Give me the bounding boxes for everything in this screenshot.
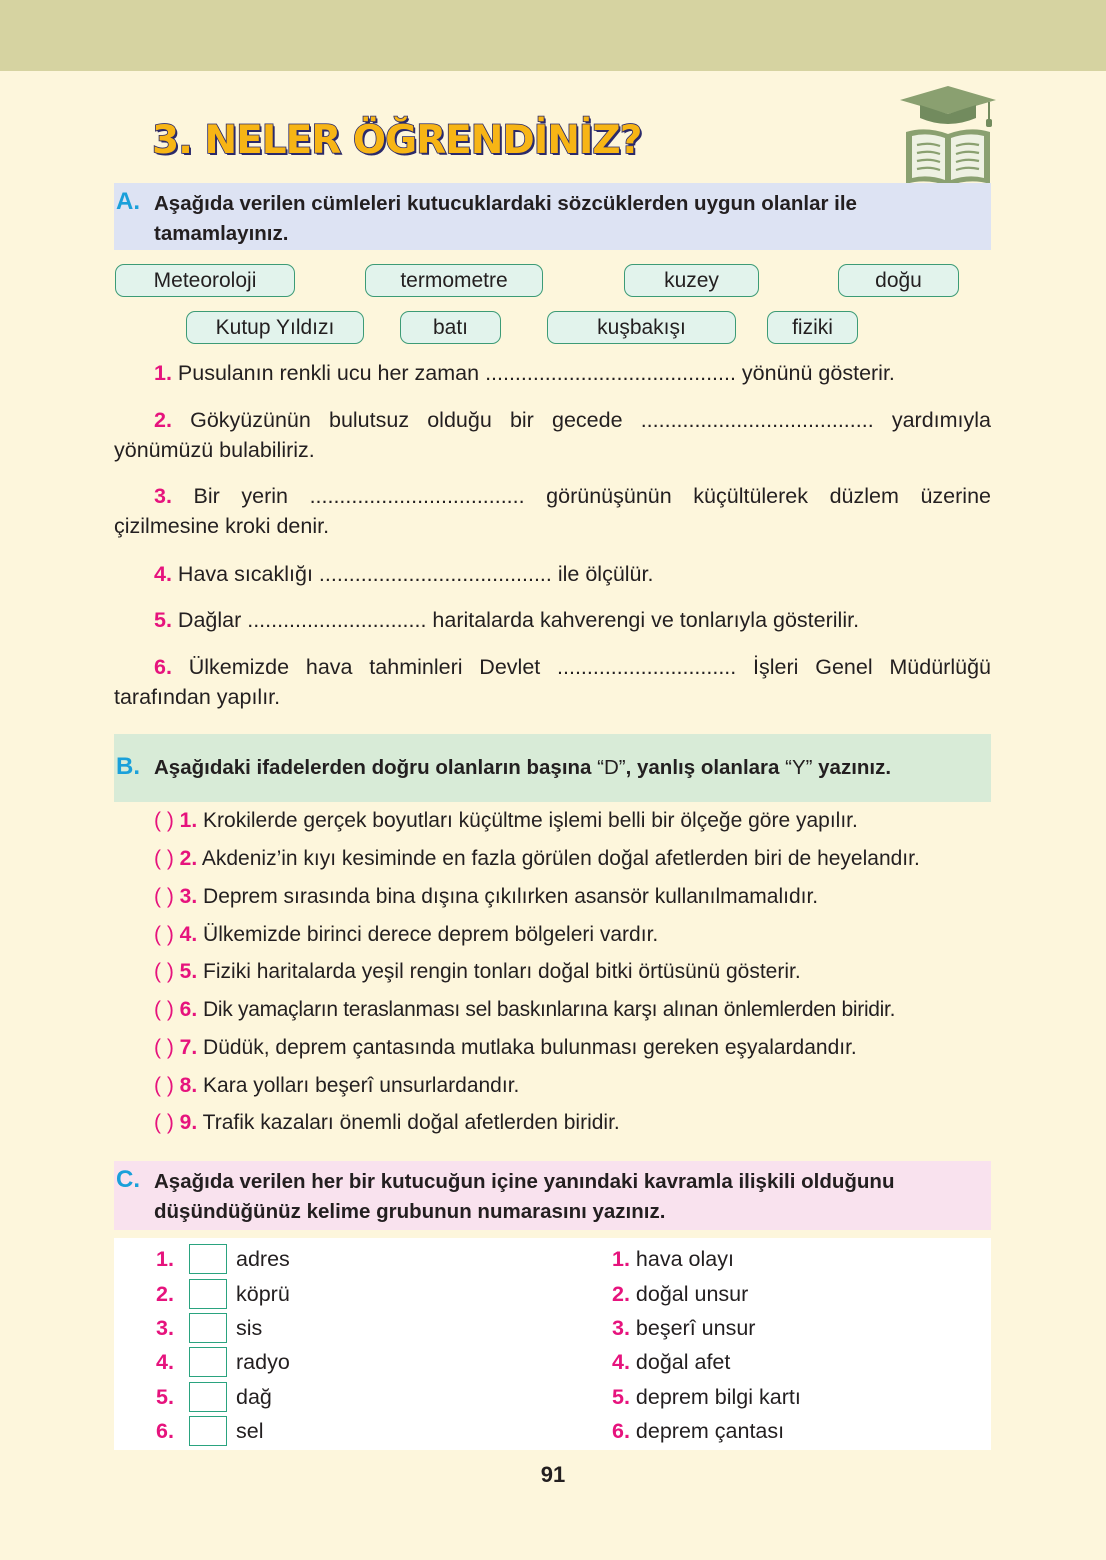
matching-right-item: 5. deprem bilgi kartı [612, 1385, 801, 1409]
question-text: Ülkemizde hava tahminleri Devlet .............................. İşleri Genel Müdürlüğü tarafından yapılır. [114, 655, 991, 709]
question-number: 1. [154, 361, 172, 385]
question-item [114, 559, 991, 589]
section-c-instruction: Aşağıda verilen her bir kutucuğun içine yanındaki kavramla ilişkili olduğunu düşündüğünüz kelime grubunun numarasını yazınız. [154, 1170, 895, 1223]
section-b-header [114, 734, 991, 802]
matching-left-item: 3. sis [156, 1313, 262, 1343]
section-a-instruction: Aşağıda verilen cümleleri kutucuklardaki sözcüklerden uygun olanlar ile tamamlayınız. [154, 192, 857, 245]
word-chip: fiziki [767, 311, 858, 344]
matching-left-item: 5. dağ [156, 1382, 272, 1412]
answer-blank[interactable]: ( ) [154, 960, 174, 983]
section-a-header [114, 183, 991, 250]
answer-box[interactable] [189, 1244, 227, 1274]
answer-blank[interactable]: ( ) [154, 847, 174, 870]
true-false-item: ( ) 6. Dik yamaçların teraslanması sel baskınlarına karşı alınan önlemlerden biridir. [154, 998, 896, 1021]
answer-blank[interactable]: ( ) [154, 809, 174, 832]
question-number: 3. [154, 484, 172, 508]
question-number: 6. [154, 655, 172, 679]
page-title: 3. NELER ÖĞRENDİNİZ? [152, 118, 642, 163]
word-chip: Kutup Yıldızı [186, 311, 364, 344]
mark-d: “D” [597, 756, 626, 779]
true-false-item: ( ) 8. Kara yolları beşerî unsurlardandır. [154, 1074, 520, 1097]
matching-right-item: 2. doğal unsur [612, 1282, 749, 1306]
answer-blank[interactable]: ( ) [154, 1111, 174, 1134]
true-false-item: ( ) 7. Düdük, deprem çantasında mutlaka bulunması gereken eşyalardandır. [154, 1036, 857, 1059]
section-b-instruction-2: , yanlış olanlara [625, 756, 786, 779]
word-chip: batı [400, 311, 501, 344]
word-chip: kuşbakışı [547, 311, 736, 344]
question-text: Hava sıcaklığı ....................................... ile ölçülür. [177, 562, 654, 586]
question-number: 2. [154, 408, 172, 432]
answer-blank[interactable]: ( ) [154, 998, 174, 1021]
answer-box[interactable] [189, 1416, 227, 1446]
true-false-item: ( ) 9. Trafik kazaları önemli doğal afetlerden biridir. [154, 1111, 620, 1134]
matching-left-item: 1. adres [156, 1244, 290, 1274]
word-chip: doğu [838, 264, 959, 297]
matching-right-item: 3. beşerî unsur [612, 1316, 756, 1340]
word-chip: termometre [365, 264, 543, 297]
matching-right-item: 1. hava olayı [612, 1247, 734, 1271]
section-c-letter: C. [116, 1166, 140, 1193]
section-c-header [114, 1161, 991, 1230]
top-band [0, 0, 1106, 71]
question-item [114, 405, 991, 465]
answer-box[interactable] [189, 1313, 227, 1343]
answer-box[interactable] [189, 1347, 227, 1377]
answer-blank[interactable]: ( ) [154, 1074, 174, 1097]
question-number: 4. [154, 562, 172, 586]
question-item [114, 605, 991, 635]
true-false-item: ( ) 5. Fiziki haritalarda yeşil rengin tonları doğal bitki örtüsünü gösterir. [154, 960, 801, 983]
matching-right-item: 4. doğal afet [612, 1350, 731, 1374]
answer-blank[interactable]: ( ) [154, 1036, 174, 1059]
section-a-letter: A. [116, 188, 140, 215]
page-number: 91 [540, 1462, 566, 1487]
matching-left-item: 2. köprü [156, 1279, 290, 1309]
word-chip: kuzey [624, 264, 759, 297]
mark-y: “Y” [785, 756, 813, 779]
matching-right-item: 6. deprem çantası [612, 1419, 785, 1443]
matching-left-item: 6. sel [156, 1416, 263, 1446]
question-item [114, 358, 991, 388]
question-item [114, 652, 991, 712]
answer-blank[interactable]: ( ) [154, 885, 174, 908]
section-b-instruction-3: yazınız. [812, 756, 892, 779]
true-false-item: ( ) 2. Akdeniz’in kıyı kesiminde en fazla görülen doğal afetlerden biri de heyelandır. [154, 847, 920, 870]
answer-box[interactable] [189, 1279, 227, 1309]
answer-blank[interactable]: ( ) [154, 923, 174, 946]
question-text: Dağlar .............................. haritalarda kahverengi ve tonlarıyla gösterilir. [177, 608, 860, 632]
question-item [114, 481, 991, 541]
true-false-item: ( ) 3. Deprem sırasında bina dışına çıkılırken asansör kullanılmamalıdır. [154, 885, 819, 908]
word-chip: Meteoroloji [115, 264, 295, 297]
matching-left-item: 4. radyo [156, 1347, 290, 1377]
graduation-cap-book-icon [896, 84, 1000, 188]
section-b-instruction-1: Aşağıdaki ifadelerden doğru olanların başına [154, 756, 598, 779]
true-false-item: ( ) 4. Ülkemizde birinci derece deprem bölgeleri vardır. [154, 923, 659, 946]
question-text: Bir yerin .................................... görünüşünün küçültülerek düzlem üzerine çizilmesine kroki denir. [114, 484, 991, 538]
true-false-item: ( ) 1. Krokilerde gerçek boyutları küçültme işlemi belli bir ölçeğe göre yapılır. [154, 809, 858, 832]
section-b-letter: B. [116, 753, 140, 780]
question-text: Gökyüzünün bulutsuz olduğu bir gecede ....................................... yardımıyla yönümüzü bulabiliriz. [114, 408, 991, 462]
question-text: Pusulanın renkli ucu her zaman .......................................... yönünü gösterir. [177, 361, 895, 385]
question-number: 5. [154, 608, 172, 632]
answer-box[interactable] [189, 1382, 227, 1412]
